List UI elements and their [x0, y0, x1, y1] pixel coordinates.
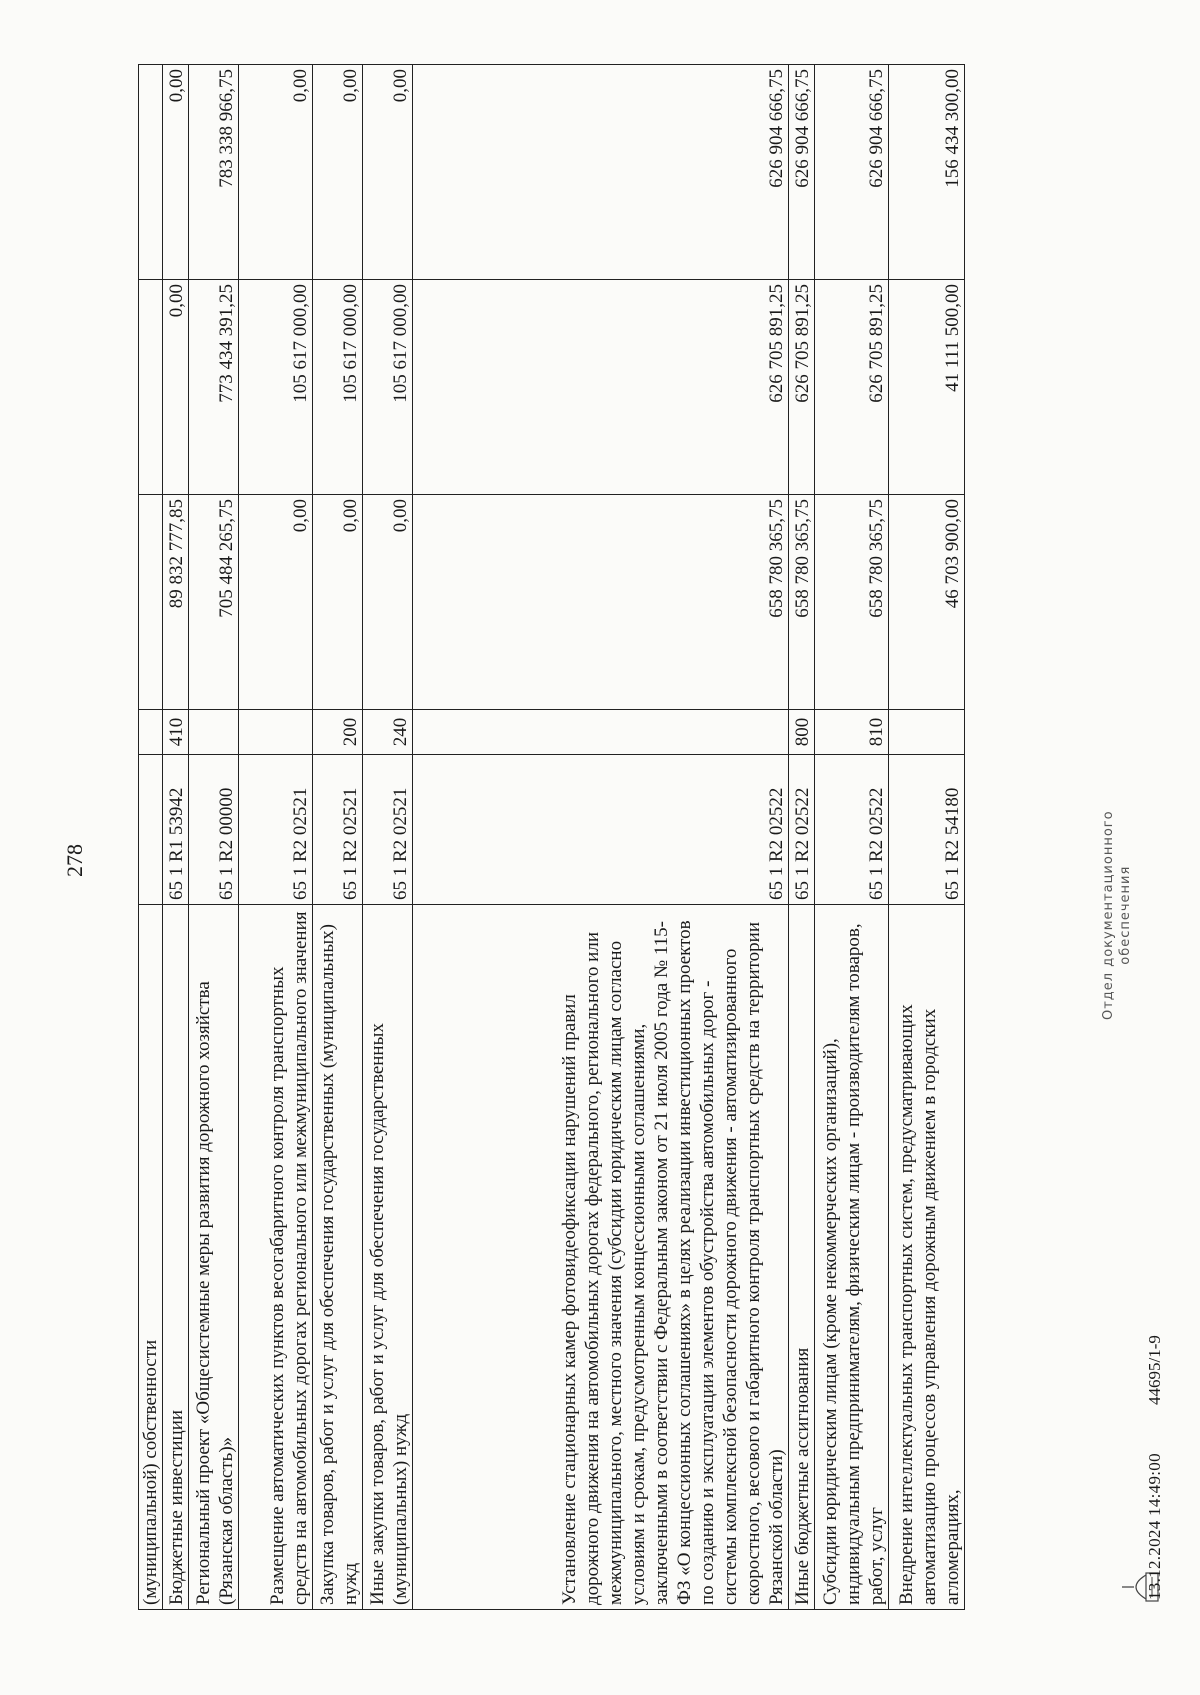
row-value-y2: 0,00 — [163, 280, 189, 495]
row-name: Внедрение интеллектуальных транспортных систем, предусматривающих автоматизацию процессов управления дорожным движением в городских агломерациях, — [889, 905, 965, 1610]
department-stamp — [1100, 810, 1134, 1020]
footer-timestamp: 13.12.2024 14:49:00 — [1145, 1453, 1164, 1600]
row-vr: 810 — [815, 710, 889, 755]
row-vr: 200 — [313, 710, 363, 755]
row-name: Установление стационарных камер фотовидеофиксации нарушений правил дорожного движения на автомобильных дорогах федерального, регионального или межмуниципального, местного значения (субсидии юридическим лицам согласно условиям и срокам, предусмотренным концессионными соглашениями, заключенными в соответствии с Федеральным законом от 21 июля 2005 года № 115-ФЗ «О концессионных соглашениях» в целях реализации инвестиционных проектов по созданию и эксплуатации элементов обустройства автомобильных дорог - системы комплексной безопасности дорожного движения - автоматизированного скоростного, весового и габаритного контроля транспортных средств на территории Рязанской области) — [413, 905, 789, 1610]
row-vr — [139, 710, 163, 755]
row-value-y1: 0,00 — [239, 495, 313, 710]
row-vr: 410 — [163, 710, 189, 755]
page-number: 278 — [62, 844, 87, 877]
row-value-y2: 105 617 000,00 — [239, 280, 313, 495]
row-vr — [189, 710, 239, 755]
row-name: Бюджетные инвестиции — [163, 905, 189, 1610]
row-value-y1: 658 780 365,75 — [815, 495, 889, 710]
row-name: Иные закупки товаров, работ и услуг для обеспечения государственных (муниципальных) нужд — [363, 905, 413, 1610]
budget-table — [138, 64, 965, 1610]
row-value-y2: 626 705 891,25 — [815, 280, 889, 495]
row-value-y1 — [139, 495, 163, 710]
row-value-y3: 626 904 666,75 — [815, 65, 889, 280]
row-vr — [889, 710, 965, 755]
row-csr: 65 1 R2 02521 — [313, 755, 363, 905]
table-row — [139, 65, 163, 1610]
row-csr: 65 1 R2 02522 — [413, 755, 789, 905]
row-name: Иные бюджетные ассигнования — [789, 905, 815, 1610]
table-row — [789, 65, 815, 1610]
table-row — [889, 65, 965, 1610]
row-value-y3: 0,00 — [163, 65, 189, 280]
row-csr: 65 1 R2 54180 — [889, 755, 965, 905]
row-name: Закупка товаров, работ и услуг для обеспечения государственных (муниципальных) нужд — [313, 905, 363, 1610]
row-value-y1: 46 703 900,00 — [889, 495, 965, 710]
row-name: Субсидии юридическим лицам (кроме некоммерческих организаций), индивидуальным предпринимателям, физическим лицам - производителям товаров, работ, услуг — [815, 905, 889, 1610]
row-value-y2: 105 617 000,00 — [313, 280, 363, 495]
row-csr: 65 1 R2 02522 — [815, 755, 889, 905]
row-value-y2: 626 705 891,25 — [413, 280, 789, 495]
row-csr: 65 1 R2 00000 — [189, 755, 239, 905]
row-value-y3: 626 904 666,75 — [413, 65, 789, 280]
row-value-y2: 105 617 000,00 — [363, 280, 413, 495]
row-vr: 240 — [363, 710, 413, 755]
row-name: (муниципальной) собственности — [139, 905, 163, 1610]
table-row — [413, 65, 789, 1610]
table-row — [363, 65, 413, 1610]
row-value-y3: 0,00 — [313, 65, 363, 280]
row-vr — [413, 710, 789, 755]
row-csr — [139, 755, 163, 905]
row-value-y2: 626 705 891,25 — [789, 280, 815, 495]
row-value-y3: 783 338 966,75 — [189, 65, 239, 280]
table-row — [163, 65, 189, 1610]
stamp-line-2: обеспечения — [1118, 865, 1133, 965]
row-value-y2: 41 111 500,00 — [889, 280, 965, 495]
row-csr: 65 1 R2 02521 — [239, 755, 313, 905]
table-row — [815, 65, 889, 1610]
table-row — [189, 65, 239, 1610]
row-csr: 65 1 R2 02521 — [363, 755, 413, 905]
row-value-y3: 626 904 666,75 — [789, 65, 815, 280]
row-value-y2 — [139, 280, 163, 495]
table-row — [313, 65, 363, 1610]
row-csr: 65 1 R1 53942 — [163, 755, 189, 905]
row-value-y1: 89 832 777,85 — [163, 495, 189, 710]
row-value-y3: 0,00 — [363, 65, 413, 280]
row-csr: 65 1 R2 02522 — [789, 755, 815, 905]
footer-doc-code: 44695/1-9 — [1145, 1335, 1164, 1405]
row-vr: 800 — [789, 710, 815, 755]
row-value-y1: 0,00 — [313, 495, 363, 710]
row-value-y3 — [139, 65, 163, 280]
row-value-y3: 156 434 300,00 — [889, 65, 965, 280]
row-value-y1: 0,00 — [363, 495, 413, 710]
table-row — [239, 65, 313, 1610]
row-name: Региональный проект «Общесистемные меры развития дорожного хозяйства (Рязанская область)» — [189, 905, 239, 1610]
row-value-y3: 0,00 — [239, 65, 313, 280]
row-value-y1: 705 484 265,75 — [189, 495, 239, 710]
row-value-y2: 773 434 391,25 — [189, 280, 239, 495]
stamp-line-1: Отдел документационного — [1101, 810, 1116, 1020]
row-value-y1: 658 780 365,75 — [413, 495, 789, 710]
row-name: Размещение автоматических пунктов весогабаритного контроля транспортных средств на автомобильных дорогах регионального или межмуниципального значения — [239, 905, 313, 1610]
row-vr — [239, 710, 313, 755]
row-value-y1: 658 780 365,75 — [789, 495, 815, 710]
